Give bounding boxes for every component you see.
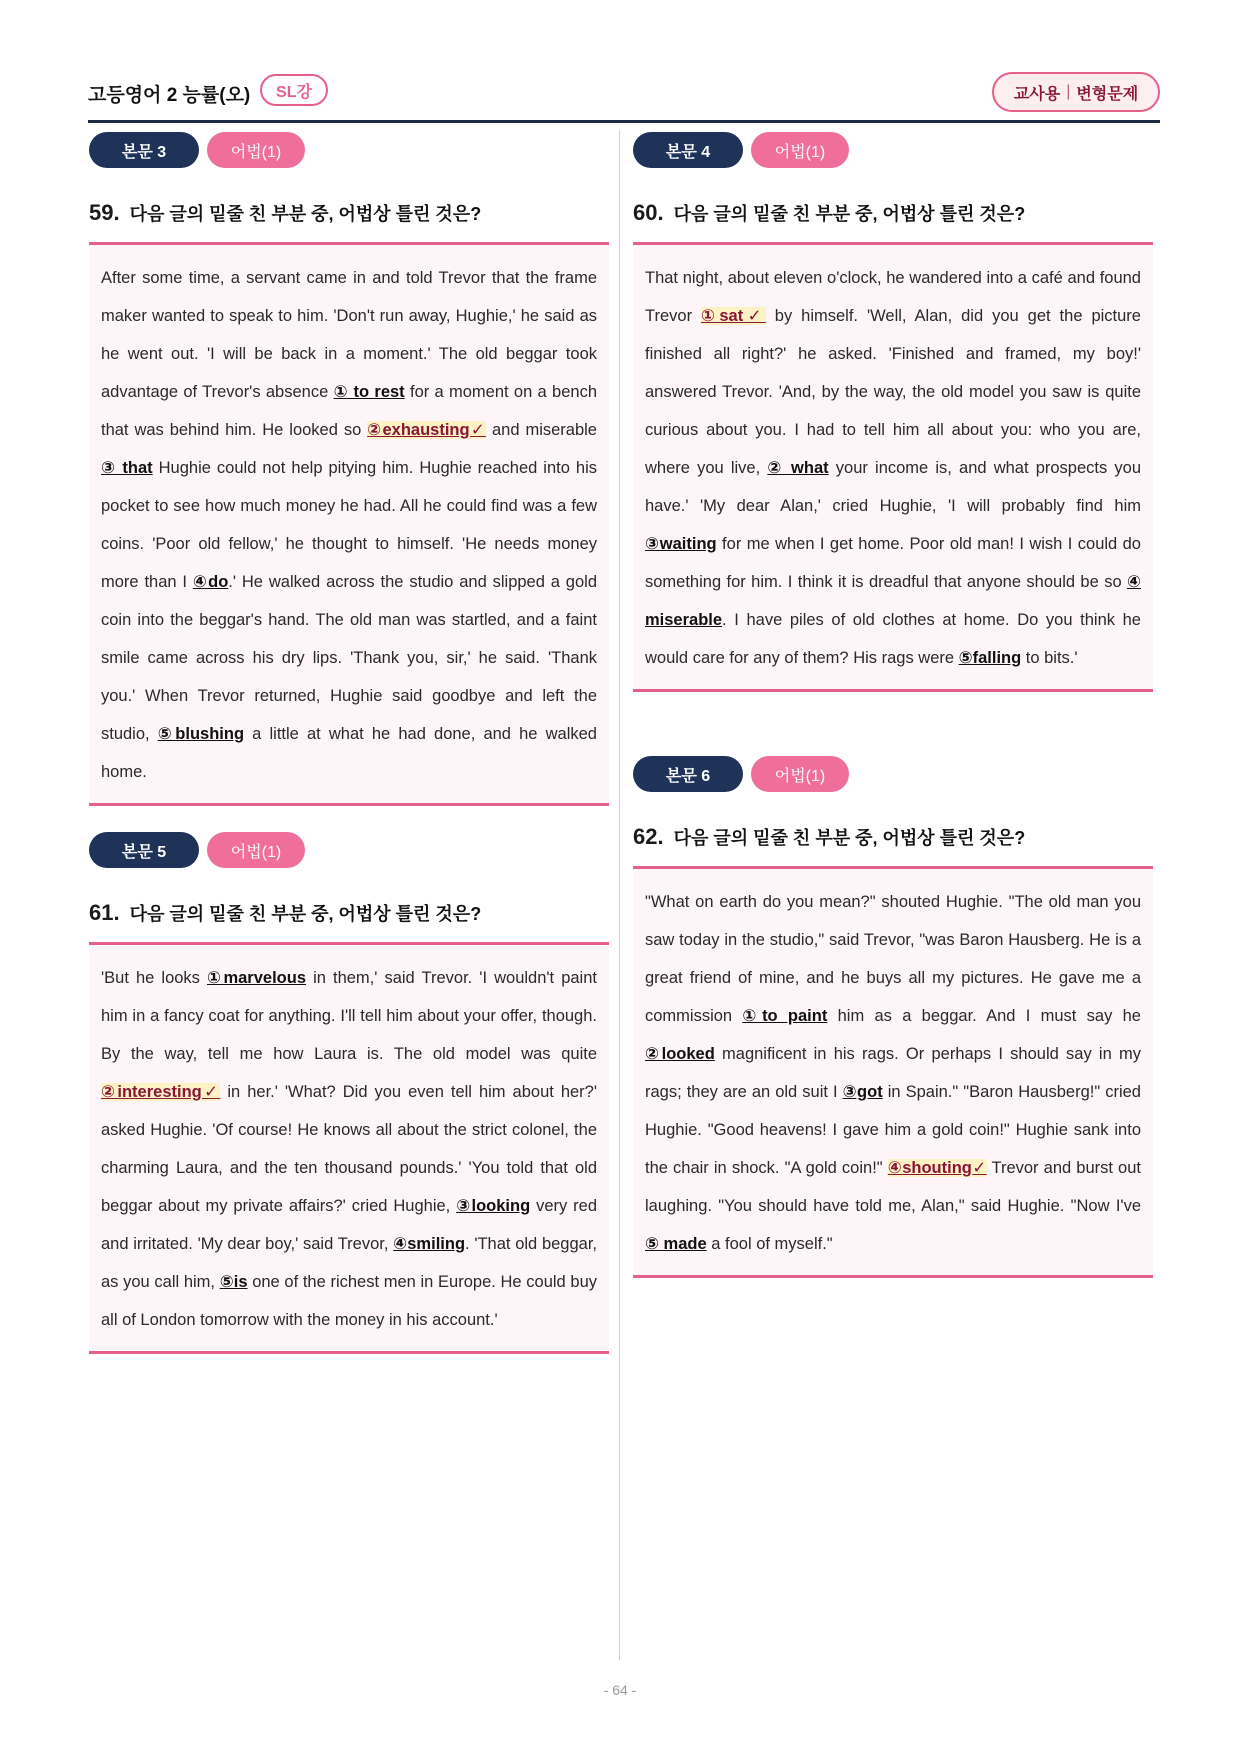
passage-text: . I have piles of old clothes at home. Do you think he would care for any of them? His rags were <box>645 611 1141 667</box>
choice-4-answer: ④shouting✓ <box>887 1159 987 1177</box>
section-pills <box>89 132 609 170</box>
badge-separator: | <box>1066 83 1071 100</box>
passage-text: a little at what he had done, and he walked home. <box>101 725 597 781</box>
choice-1: ①to paint <box>742 1007 828 1025</box>
passage-box <box>89 242 609 806</box>
question-62 <box>633 756 1153 1278</box>
teacher-label: 교사용 <box>1013 85 1061 103</box>
passage-text: .' He walked across the studio and slipped a gold coin into the beggar's hand. The old man was startled, and a faint smile came across his dry lips. 'Thank you, sir,' he said. 'Thank you.' When Trevor returned, Hughie said goodbye and left the studio, <box>101 573 597 743</box>
page-header <box>88 70 1160 123</box>
choice-2-answer: ②exhausting✓ <box>367 421 487 439</box>
choice-4: ④ miserable <box>645 573 1141 629</box>
type-pill: 어법(1) <box>751 756 849 792</box>
type-pill: 어법(1) <box>751 132 849 168</box>
question-title <box>89 900 609 926</box>
passage-text: "What on earth do you mean?" shouted Hughie. "The old man you saw today in the studio," said Trevor, "was Baron Hausberg. He is a great friend of mine, and he buys all my pictures. He gave me a commission <box>645 893 1141 1025</box>
choice-2: ② what <box>767 459 829 477</box>
type-label: 변형문제 <box>1076 85 1139 103</box>
passage-pill: 본문 6 <box>633 756 743 792</box>
choice-5: ⑤ made <box>645 1235 707 1253</box>
passage-text: very red and irritated. 'My dear boy,' said Trevor, <box>101 1197 598 1253</box>
question-text: 다음 글의 밑줄 친 부분 중, 어법상 틀린 것은? <box>673 204 1026 224</box>
choice-3: ③looking <box>456 1197 531 1215</box>
passage-text: your income is, and what prospects you have.' 'My dear Alan,' cried Hughie, 'I will probably find him <box>645 459 1141 515</box>
choice-4: ④do <box>192 573 229 591</box>
passage-text: by himself. 'Well, Alan, did you get the picture finished all right?' he asked. 'Finished and framed, my boy!' answered Trevor. 'And, by the way, the old model you saw is quite curious about you. I had to tell him all about you: who you are, where you live, <box>645 307 1141 477</box>
choice-3: ③waiting <box>645 535 717 553</box>
passage-text: in them,' said Trevor. 'I wouldn't paint him in a fancy coat for anything. I'll tell him about your offer, though. By the way, tell me how Laura is. The old model was quite <box>101 969 597 1063</box>
passage-text: him as a beggar. And I must say he <box>827 1007 1141 1025</box>
passage-text: a fool of myself." <box>706 1235 833 1253</box>
passage-box <box>633 242 1153 692</box>
section-pills <box>633 756 1153 794</box>
question-title <box>89 200 609 226</box>
question-number: 59. <box>89 200 120 225</box>
passage-text: Trevor and burst out laughing. "You should have told me, Alan," said Hughie. "Now I've <box>645 1159 1141 1215</box>
question-text: 다음 글의 밑줄 친 부분 중, 어법상 틀린 것은? <box>673 828 1026 848</box>
passage-pill: 본문 3 <box>89 132 199 168</box>
passage-text: one of the richest men in Europe. He could buy all of London tomorrow with the money in his account.' <box>101 1273 598 1329</box>
passage-text: . 'That old beggar, as you call him, <box>101 1235 598 1291</box>
passage-text: 'But he looks <box>101 969 207 987</box>
question-title <box>633 824 1153 850</box>
sl-badge: SL강 <box>260 74 328 106</box>
passage-text: to bits.' <box>1021 649 1078 667</box>
choice-5: ⑤blushing <box>157 725 245 743</box>
question-number: 61. <box>89 900 120 925</box>
choice-3: ③ that <box>101 459 153 477</box>
question-text: 다음 글의 밑줄 친 부분 중, 어법상 틀린 것은? <box>129 904 482 924</box>
choice-1: ① to rest <box>333 383 405 401</box>
choice-5: ⑤is <box>219 1273 248 1291</box>
passage-text: for a moment on a bench that was behind him. He looked so <box>101 383 597 439</box>
page-number: - 64 - <box>603 1682 637 1698</box>
question-text: 다음 글의 밑줄 친 부분 중, 어법상 틀린 것은? <box>129 204 482 224</box>
passage-text: in Spain." "Baron Hausberg!" cried Hughie. "Good heavens! I gave him a gold coin!" Hughie sank into the chair in shock. "A gold coin!" <box>645 1083 1141 1177</box>
choice-4: ④smiling <box>393 1235 466 1253</box>
question-60 <box>633 132 1153 692</box>
type-pill: 어법(1) <box>207 132 305 168</box>
passage-pill: 본문 4 <box>633 132 743 168</box>
passage-text: That night, about eleven o'clock, he wandered into a café and found Trevor <box>645 269 1141 325</box>
passage-text: Hughie could not help pitying him. Hughie reached into his pocket to see how much money he had. All he could find was a few coins. 'Poor old fellow,' he thought to himself. 'He needs money more than I <box>101 459 597 591</box>
question-title <box>633 200 1153 226</box>
question-number: 62. <box>633 824 664 849</box>
column-divider <box>619 130 620 1660</box>
passage-pill: 본문 5 <box>89 832 199 868</box>
choice-1: ①marvelous <box>207 969 306 987</box>
section-pills <box>633 132 1153 170</box>
passage-text: magnificent in his rags. Or perhaps I should say in my rags; they are an old suit I <box>645 1045 1141 1101</box>
type-pill: 어법(1) <box>207 832 305 868</box>
choice-1-answer: ①sat✓ <box>701 307 766 325</box>
choice-2-answer: ②interesting✓ <box>101 1083 221 1101</box>
choice-3: ③got <box>842 1083 883 1101</box>
choice-2: ②looked <box>645 1045 715 1063</box>
passage-text: and miserable <box>486 421 597 439</box>
passage-box <box>633 866 1153 1278</box>
book-title: 고등영어 2 능률(오) <box>88 85 251 106</box>
passage-text: After some time, a servant came in and told Trevor that the frame maker wanted to speak to him. 'Don't run away, Hughie,' he said as he went out. 'I will be back in a moment.' The old beggar took advantage of Trevor's absence <box>101 269 597 401</box>
passage-box <box>89 942 609 1354</box>
section-pills <box>89 832 609 870</box>
question-61 <box>89 832 609 1354</box>
choice-5: ⑤falling <box>958 649 1022 667</box>
question-59 <box>89 132 609 806</box>
teacher-badge <box>992 72 1160 112</box>
passage-text: in her.' 'What? Did you even tell him about her?' asked Hughie. 'Of course! He knows all about the strict colonel, the charming Laura, and the ten thousand pounds.' 'You told that old beggar about my private affairs?' cried Hughie, <box>101 1083 598 1215</box>
passage-text: for me when I get home. Poor old man! I wish I could do something for him. I think it is dreadful that anyone should be so <box>645 535 1141 591</box>
question-number: 60. <box>633 200 664 225</box>
